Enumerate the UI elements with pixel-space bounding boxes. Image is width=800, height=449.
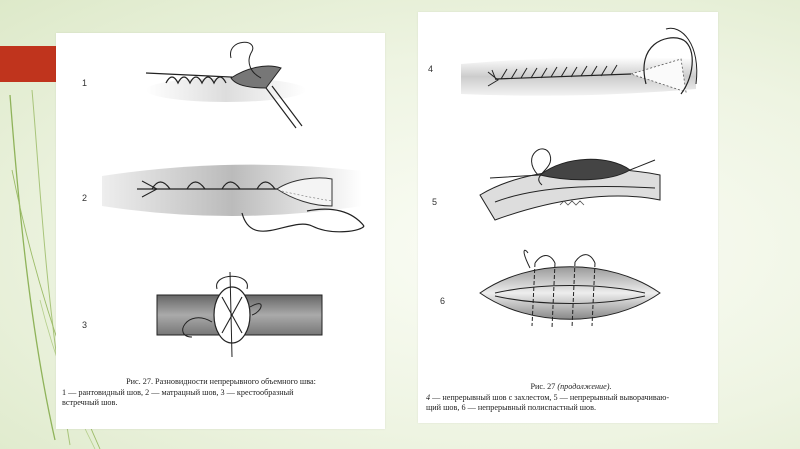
figure-number-5: 5 bbox=[432, 197, 438, 207]
caption-right-title-prefix: Рис. 27 bbox=[530, 382, 558, 391]
figure-panel-left bbox=[56, 33, 385, 429]
caption-left bbox=[62, 377, 380, 409]
figure-number-6: 6 bbox=[440, 296, 446, 306]
figure-number-3: 3 bbox=[82, 320, 88, 330]
accent-bar bbox=[0, 46, 56, 82]
figure-number-1: 1 bbox=[82, 78, 88, 88]
caption-right-title-italic: (продолжение). bbox=[557, 382, 612, 391]
figure-4-shov-s-zahlestom bbox=[456, 24, 706, 119]
caption-left-title: Рис. 27. Разновидности непрерывного объемного шва: bbox=[126, 377, 316, 386]
caption-right-line1 bbox=[426, 393, 716, 404]
caption-right-line1-text: — непрерывный шов с захлестом, 5 — непрерывный выворачиваю- bbox=[430, 392, 670, 402]
caption-right bbox=[426, 382, 716, 414]
figure-number-4: 4 bbox=[428, 64, 434, 74]
caption-right-title bbox=[426, 382, 716, 393]
caption-right-line1-num: 4 bbox=[426, 392, 431, 402]
figure-3-krestoobrazny-seam bbox=[152, 267, 342, 367]
caption-left-line2: встречный шов. bbox=[62, 398, 118, 407]
figure-6-polispastny-seam bbox=[470, 248, 670, 348]
figure-5-vyvorachivayushchy-seam bbox=[470, 130, 670, 230]
figure-1-rantovidny-seam bbox=[136, 38, 316, 138]
caption-right-line2: щий шов, 6 — непрерывный полиспастный шов. bbox=[426, 403, 597, 412]
figure-panel-right bbox=[418, 12, 718, 423]
figure-number-2: 2 bbox=[82, 193, 88, 203]
caption-left-line1: 1 — рантовидный шов, 2 — матрацный шов, 3 — крестообразный bbox=[62, 387, 294, 397]
figure-2-matratsny-seam bbox=[102, 151, 372, 251]
